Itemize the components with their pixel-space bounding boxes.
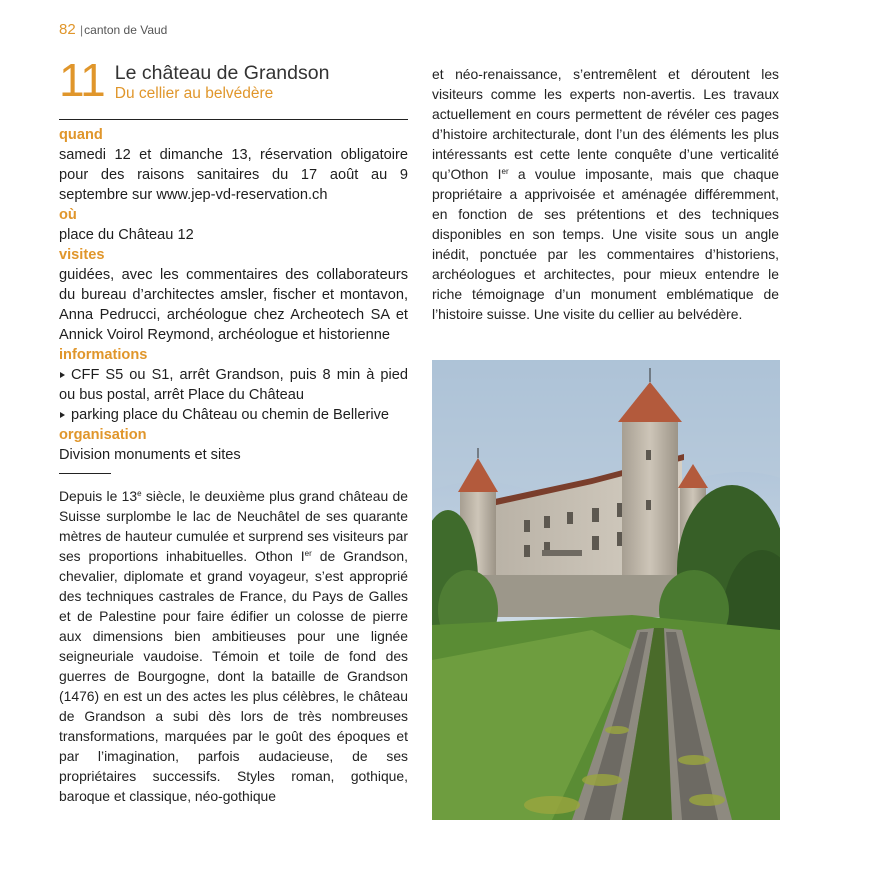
body-text-run: siècle, le deuxième plus grand château de Suisse surplombe le lac de Neuchâtel de ses quarante mètres de hauteur cumulée et surprend ses visiteurs par ses proportions inhabituelles. Othon I [59,488,408,564]
title-block [115,58,330,104]
body-text-left [59,486,408,806]
quand-text: samedi 12 et dimanche 13, réservation obligatoire pour des raisons sanitaires du 17 août au 9 septembre sur www.jep-vd-reservation.ch [59,147,408,203]
page-number: 82 [59,21,76,38]
visites-text: guidées, avec les commentaires des collaborateurs du bureau d’architectes amsler, fischer et montavon, Anna Pedrucci, archéologue chez Archeotech SA et Annick Voirol Reymond, archéologue et historienne [59,267,408,343]
section-name: canton de Vaud [84,23,168,37]
visites-label: visites [59,247,105,263]
superscript: er [501,167,509,176]
quand-label: quand [59,127,103,143]
castle-illustration [432,360,780,820]
title-divider [59,119,408,120]
organisation-text: Division monuments et sites [59,447,241,463]
header-separator: | [80,23,84,37]
informations-item [59,405,408,425]
article-number: 11 [59,54,105,106]
article-heading [59,54,408,106]
superscript: er [304,549,312,558]
body-paragraph [432,64,779,324]
info-divider [59,473,111,474]
body-text-run: a voulue imposante, mais que chaque propriétaire a apprivoisée et aménagée différemment, en fonction de ses prétentions et des techniques disponibles en son temps. Une visite sous un angle inédit, ponctuée par les commentaires d’historiens, archéologues et architectes, pour mieux entendre le riche témoignage d’un monument emblématique de l’histoire suisse. Une visite du cellier au belvédère. [432,166,779,322]
body-paragraph [59,486,408,806]
article-subtitle: Du cellier au belvédère [114,85,274,102]
info-block [59,125,408,465]
organisation-label: organisation [59,427,147,443]
body-text-run: Depuis le 13 [59,488,138,504]
article-title: Le château de Grandson [114,62,330,84]
informations-label: informations [59,347,148,363]
page-header [59,21,167,38]
body-text-run: de Grandson, chevalier, diplomate et grand voyageur, s’est approprié des techniques castrales de France, du Pays de Galles et de Palestine pour faire édifier un colosse de pierre aux dimensions bien ambitieuses pour une lignée seigneuriale vaudoise. Témoin et toile de fond des guerres de Bourgogne, dont la bataille de Grandson (1476) en est un des actes les plus célèbres, le château de Grandson a subi dès lors de très nombreuses transformations, marquées par le goût des époques et par l’imagination, parfois audacieuse, de ses propriétaires successifs. Styles roman, gothique, baroque et classique, néo-gothique [59,548,408,804]
left-column [59,54,408,806]
castle-photo [432,360,780,820]
informations-item-text: parking place du Château ou chemin de Bellerive [71,407,390,423]
informations-item [59,365,408,405]
ou-label: où [59,207,77,223]
informations-item-text: CFF S5 ou S1, arrêt Grandson, puis 8 min à pied ou bus postal, arrêt Place du Château [59,367,408,403]
superscript: e [137,489,142,498]
ou-text: place du Château 12 [59,227,194,243]
body-text-right [432,64,779,324]
body-text-run: et néo-renaissance, s’entremêlent et déroutent les visiteurs comme les experts non-avertis. Les travaux actuellement en cours permettent de révéler ces pages d’histoire architecturale, dont l’un des éléments les plus intéressants est cette lente conquête d’une verticalité qu’Othon I [432,66,779,182]
